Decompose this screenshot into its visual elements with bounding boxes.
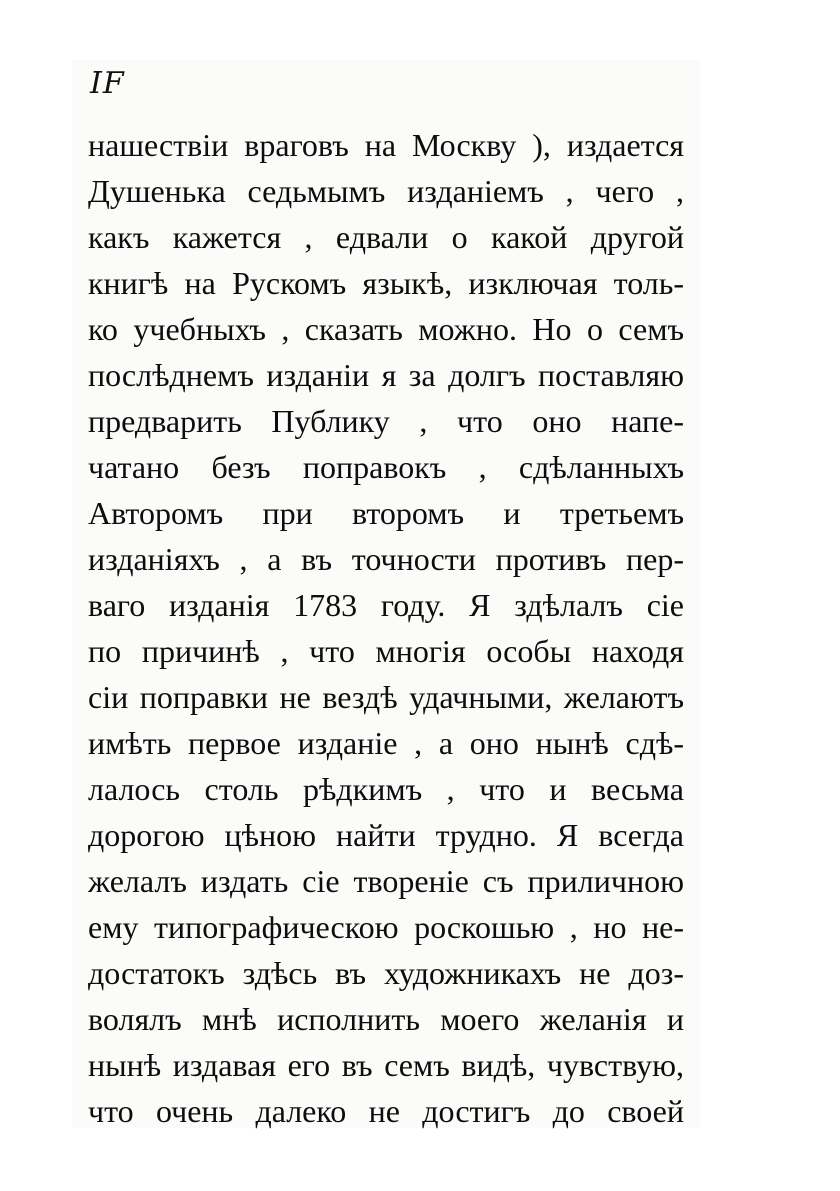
text-line: ко учебныхъ , сказать можно. Но о семъ (88, 311, 684, 347)
text-line: чатано безъ поправокъ , сдѣланныхъ (88, 449, 684, 485)
body-text (88, 122, 684, 1134)
text-line: лалось столь рѣдкимъ , что и весьма (88, 771, 684, 807)
text-line: ему типографическою роскошью , но не- (88, 909, 684, 945)
text-line: сіи поправки не вездѣ удачными, желаютъ (88, 679, 684, 715)
text-line: книгѣ на Рускомъ языкѣ, изключая толь- (88, 265, 684, 301)
text-line: желалъ издать сіе твореніе съ приличною (88, 863, 684, 899)
text-line: какъ кажется , едвали о какой другой (88, 219, 684, 255)
text-line: предварить Публику , что оно напе- (88, 403, 684, 439)
text-line: по причинѣ , что многія особы находя (88, 633, 684, 669)
text-line: дорогою цѣною найти трудно. Я всегда (88, 817, 684, 853)
text-line: волялъ мнѣ исполнить моего желанія и (88, 1001, 684, 1037)
text-line: ваго изданія 1783 году. Я здѣлалъ сіе (88, 587, 684, 623)
page-number: IF (90, 66, 125, 101)
text-line: изданіяхъ , а въ точности противъ пер- (88, 541, 684, 577)
text-line: имѣть первое изданіе , а оно нынѣ сдѣ- (88, 725, 684, 761)
text-line: Душенька седьмымъ изданіемъ , чего , (88, 173, 684, 209)
text-line: нашествіи враговъ на Москву ), издается (88, 127, 684, 163)
text-line: послѣднемъ изданіи я за долгъ поставляю (88, 357, 684, 393)
text-line: Авторомъ при второмъ и третьемъ (88, 495, 684, 531)
text-line: достатокъ здѣсь въ художникахъ не доз- (88, 955, 684, 991)
text-line: нынѣ издавая его въ семъ видѣ, чувствую, (88, 1047, 684, 1083)
text-line: что очень далеко не достигъ до своей (88, 1093, 684, 1129)
